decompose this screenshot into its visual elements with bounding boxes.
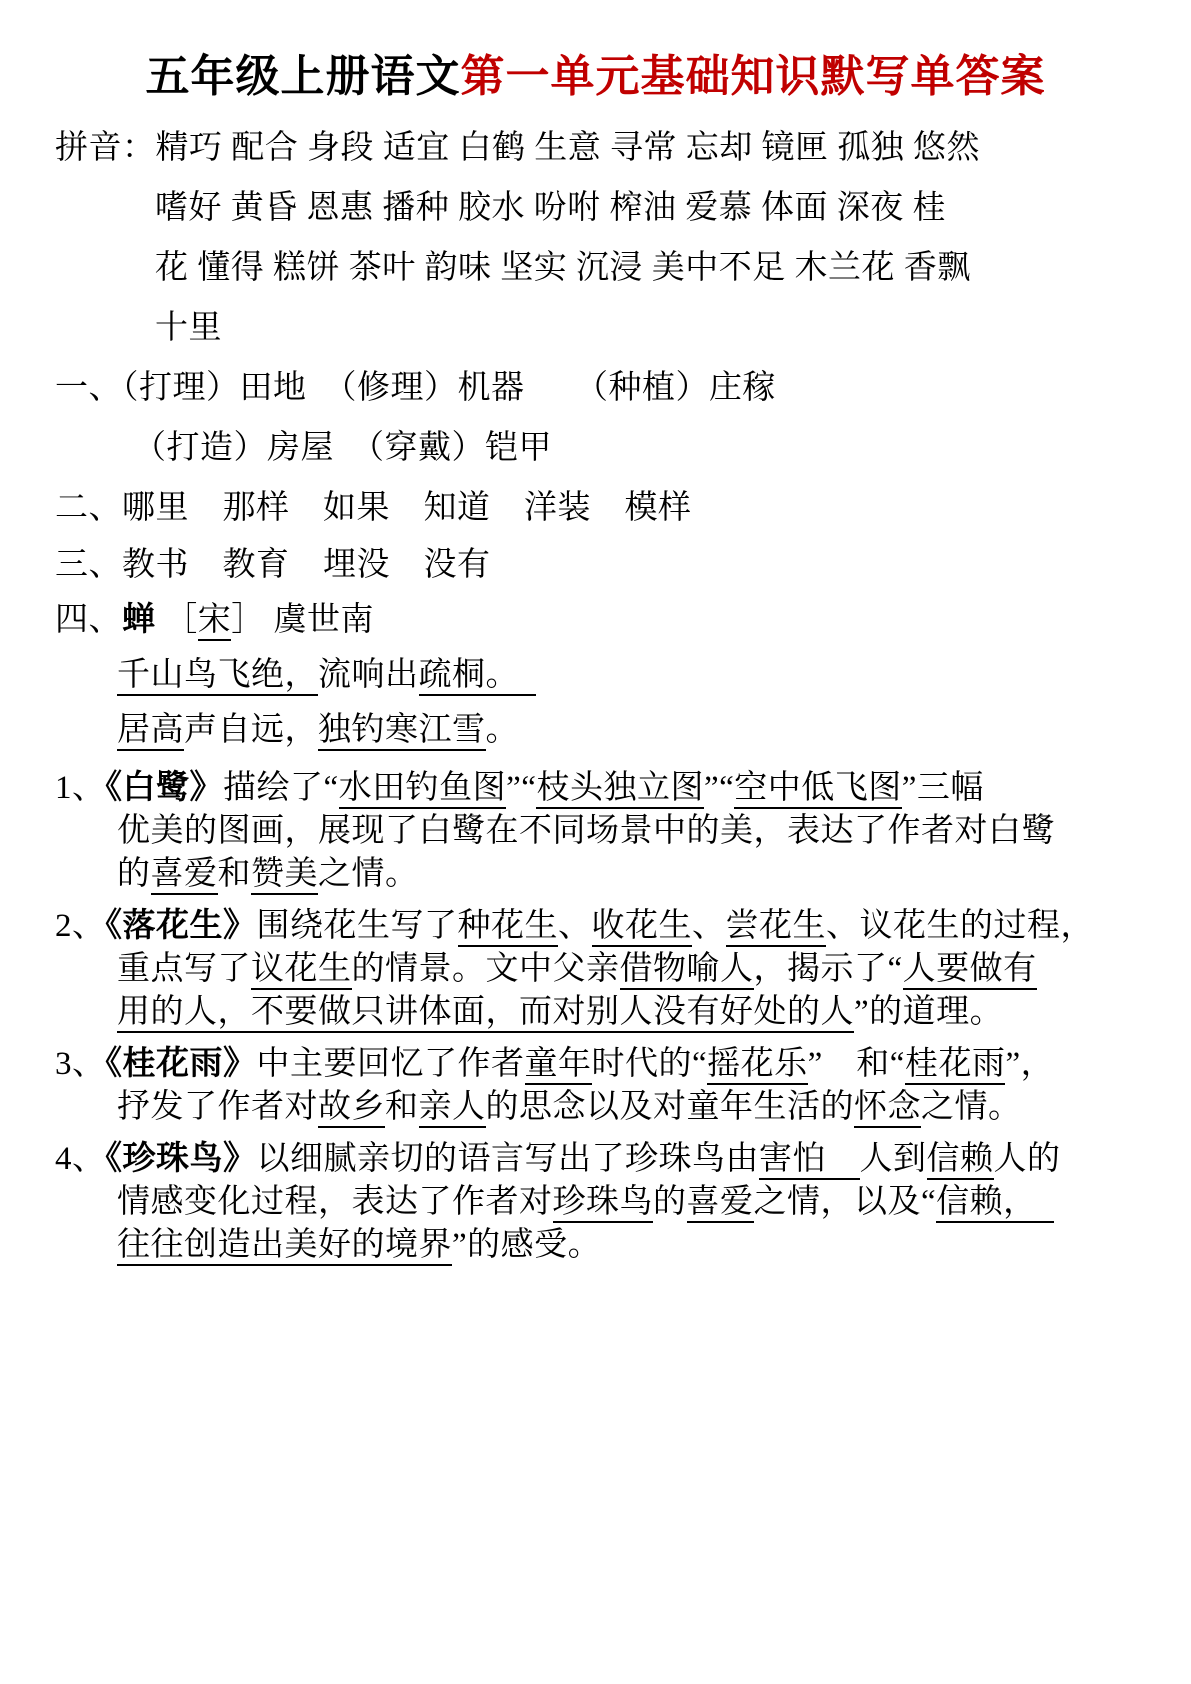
- text-segment: 围绕花生写了: [256, 908, 458, 944]
- text-segment: 一、（打理）田地 （修理）机器 （种植）庄稼: [55, 370, 776, 406]
- text-line: [55, 593, 1136, 648]
- text-segment: （打造）房屋 （穿戴）铠甲: [133, 430, 552, 466]
- text-segment: 种花生: [458, 908, 559, 947]
- text-line: [55, 905, 1136, 948]
- text-segment: 之情。: [921, 1089, 1022, 1125]
- text-segment: 以细腻亲切的语言写出了珍珠鸟由: [256, 1141, 759, 1177]
- text-segment: ］ 虞世南: [231, 602, 374, 638]
- text-segment: 。: [485, 712, 519, 748]
- text-line: [55, 178, 1136, 238]
- document-body: [55, 118, 1136, 1267]
- text-segment: 珍珠鸟: [553, 1184, 654, 1223]
- text-segment: 和: [217, 856, 251, 892]
- text-segment: 花 懂得 糕饼 茶叶 韵味 坚实 沉浸 美中不足 木兰花 香飘: [155, 250, 971, 286]
- text-segment: 疏桐。: [419, 657, 537, 696]
- text-segment: 的思念以及对童年生活的: [485, 1089, 854, 1125]
- text-segment: 时代的“: [591, 1046, 708, 1082]
- text-segment: 《珍珠鸟》: [105, 1141, 257, 1177]
- text-segment: 往往创造出美好的境界: [117, 1227, 452, 1266]
- text-segment: 害怕: [759, 1141, 860, 1180]
- title-red-part: 第一单元基础知识默写单答案: [460, 52, 1046, 101]
- text-segment: 之情。: [318, 856, 419, 892]
- text-segment: 1、: [55, 770, 106, 806]
- text-segment: ” 和“: [807, 1046, 905, 1082]
- text-segment: 桂花雨: [905, 1046, 1006, 1085]
- text-segment: 借物喻人: [620, 951, 754, 990]
- text-segment: 枝头独立图: [536, 770, 704, 809]
- text-segment: ，揭示了“: [753, 951, 903, 987]
- text-segment: 和: [385, 1089, 419, 1125]
- text-segment: 赞美: [251, 856, 318, 895]
- text-segment: ”，: [1005, 1046, 1055, 1082]
- text-line: [55, 298, 1136, 358]
- text-line: [55, 1224, 1136, 1267]
- text-segment: 之情，以及“: [753, 1184, 937, 1220]
- text-line: [55, 1138, 1136, 1181]
- text-line: [55, 948, 1136, 991]
- text-line: [55, 767, 1136, 810]
- text-line: [55, 991, 1136, 1034]
- text-segment: ”“: [703, 770, 735, 806]
- text-segment: 信赖: [927, 1141, 994, 1180]
- text-segment: 人要做有: [903, 951, 1037, 990]
- text-segment: 的: [117, 856, 151, 892]
- text-segment: 空中低飞图: [734, 770, 902, 809]
- text-segment: 《桂花雨》: [105, 1046, 257, 1082]
- text-segment: 优美的图画，展现了白鹭在不同场景中的美，表达了作者对白鹭: [117, 813, 1055, 849]
- text-segment: 情感变化过程，表达了作者对: [117, 1184, 553, 1220]
- text-line: [55, 810, 1136, 853]
- text-segment: 流响出: [318, 657, 419, 693]
- text-segment: 《落花生》: [105, 908, 257, 944]
- text-segment: 议花生: [251, 951, 352, 990]
- text-segment: 2、: [55, 908, 106, 944]
- text-segment: 二、哪里 那样 如果 知道 洋装 模样: [55, 490, 692, 526]
- text-line: [55, 1043, 1136, 1086]
- text-segment: 水田钓鱼图: [339, 770, 507, 809]
- text-segment: 、: [692, 908, 726, 944]
- text-segment: 四、: [55, 602, 122, 638]
- text-segment: 喜爱: [151, 856, 218, 895]
- text-segment: 信赖，: [936, 1184, 1054, 1223]
- text-line: [55, 478, 1136, 538]
- text-segment: 人的: [993, 1141, 1061, 1177]
- text-segment: 、议花生的过程，: [826, 908, 1094, 944]
- text-line: [55, 238, 1136, 298]
- text-segment: 尝花生: [726, 908, 827, 947]
- text-segment: 4、: [55, 1141, 106, 1177]
- page-title: [55, 50, 1136, 104]
- text-segment: 的情景。文中父亲: [351, 951, 620, 987]
- text-segment: ”三幅: [901, 770, 984, 806]
- text-segment: 蝉: [122, 602, 156, 638]
- text-segment: 怀念: [854, 1089, 921, 1128]
- text-line: [55, 358, 1136, 418]
- text-segment: 用的人，不要做只讲体面，而对别人没有好处的人: [117, 994, 854, 1033]
- text-segment: 3、: [55, 1046, 106, 1082]
- text-segment: 拼音：精巧 配合 身段 适宜 白鹤 生意 寻常 忘却 镜匣 孤独 悠然: [55, 130, 980, 166]
- text-line: [55, 538, 1136, 593]
- text-line: [55, 703, 1136, 758]
- text-line: [55, 418, 1136, 478]
- text-segment: 三、教书 教育 埋没 没有: [55, 547, 491, 583]
- text-segment: 嗜好 黄昏 恩惠 播种 胶水 吩咐 榨油 爱慕 体面 深夜 桂: [155, 190, 946, 226]
- text-segment: 的: [653, 1184, 687, 1220]
- text-segment: 描绘了“: [223, 770, 339, 806]
- text-segment: 宋: [198, 602, 232, 641]
- text-segment: 抒发了作者对: [117, 1089, 318, 1125]
- text-segment: 居高: [117, 712, 184, 751]
- text-line: [55, 1181, 1136, 1224]
- text-segment: 故乡: [318, 1089, 385, 1128]
- text-segment: 《白鹭》: [105, 770, 223, 806]
- text-segment: 独钓寒江雪: [318, 712, 486, 751]
- text-segment: 童年: [525, 1046, 592, 1085]
- text-segment: ［: [155, 602, 198, 638]
- text-segment: 声自远，: [184, 712, 318, 748]
- text-segment: 收花生: [592, 908, 693, 947]
- text-segment: ”“: [506, 770, 537, 806]
- text-line: [55, 1086, 1136, 1129]
- text-segment: 喜爱: [687, 1184, 754, 1223]
- text-line: [55, 853, 1136, 896]
- text-segment: 中主要回忆了作者: [256, 1046, 525, 1082]
- text-segment: 重点写了: [117, 951, 251, 987]
- text-line: [55, 648, 1136, 703]
- text-segment: 、: [558, 908, 592, 944]
- text-segment: 千山鸟飞绝，: [117, 657, 318, 696]
- text-segment: 摇花乐: [707, 1046, 808, 1085]
- text-segment: ”的道理。: [854, 994, 1004, 1030]
- title-black-part: 五年级上册语文: [145, 52, 461, 101]
- text-segment: ”的感受。: [452, 1227, 602, 1263]
- text-segment: 人到: [859, 1141, 927, 1177]
- text-segment: 十里: [155, 310, 222, 346]
- text-segment: 亲人: [419, 1089, 486, 1128]
- text-line: [55, 118, 1136, 178]
